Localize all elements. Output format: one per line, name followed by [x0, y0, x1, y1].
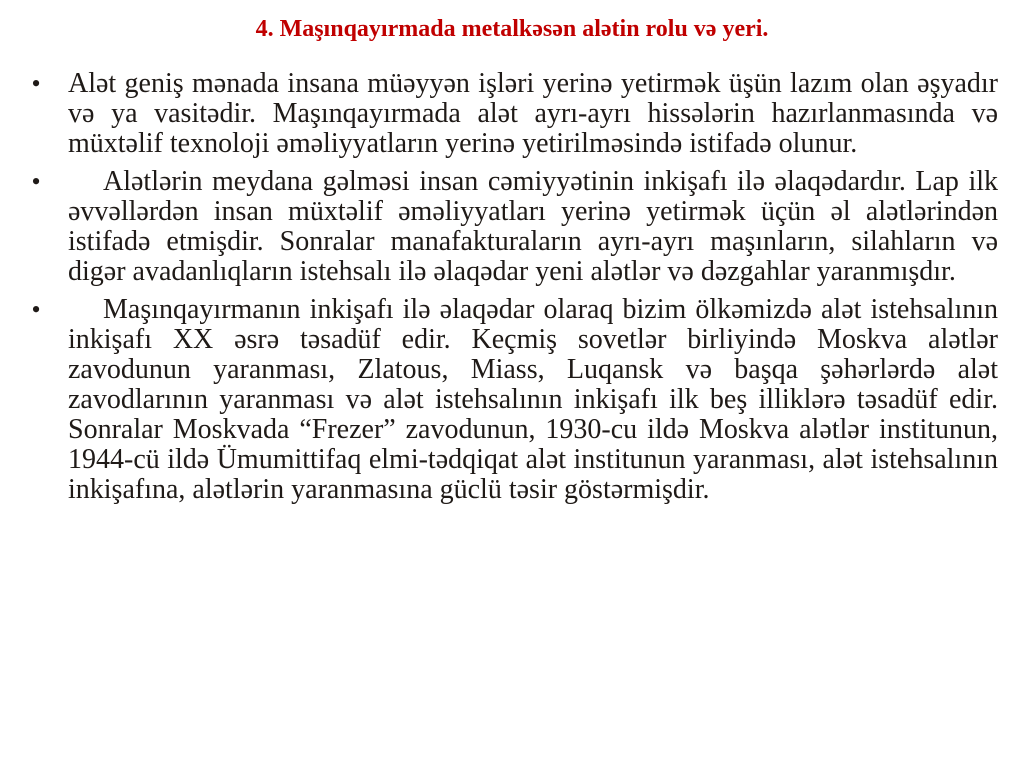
bullet-icon: •: [31, 295, 41, 324]
bullet-item: [26, 69, 998, 159]
bullet-icon: •: [31, 69, 41, 98]
bullet-text-3: Maşınqayırmanın inkişafı ilə əlaqədar olaraq bizim ölkəmizdə alət istehsalının inkişafı XX əsrə təsadüf edir. Keçmiş sovetlər birliyində Moskva alətlər zavodunun yaranması, Zlatous, Miass, Luqansk və başqa şəhərlərdə alət zavodlarının yaranması və alət istehsalının inkişafı ilk beş illiklərə təsadüf edir. Sonralar Moskvada “Frezer” zavodunun, 1930-cu ildə Moskva alətlər institunun, 1944-cü ildə Ümumittifaq elmi-tədqiqat alət institunun yaranması, alət istehsalının inkişafına, alətlərin yaranmasına güclü təsir göstərmişdir.: [68, 294, 998, 505]
bullet-item: [26, 295, 998, 505]
bullet-text-1: Alət geniş mənada insana müəyyən işləri yerinə yetirmək üşün lazım olan əşyadır və ya vasitədir. Maşınqayırmada alət ayrı-ayrı hissələrin hazırlanmasında və müxtəlif texnoloji əməliyyatların yerinə yetirilməsində istifadə olunur.: [68, 68, 998, 159]
bullet-item: [26, 167, 998, 287]
bullet-text-2: Alətlərin meydana gəlməsi insan cəmiyyətinin inkişafı ilə əlaqədardır. Lap ilk əvvəllərdən insan müxtəlif əməliyyatları yerinə yetirmək üçün əl alətlərindən istifadə etmişdir. Sonralar manafakturaların ayrı-ayrı maşınların, silahların və digər avadanlıqların istehsalı ilə əlaqədar yeni alətlər və dəzgahlar yaranmışdır.: [68, 166, 998, 287]
slide-title: 4. Maşınqayırmada metalkəsən alətin rolu və yeri.: [255, 16, 769, 42]
bullet-icon: •: [31, 167, 41, 196]
bullet-list: [26, 69, 998, 513]
